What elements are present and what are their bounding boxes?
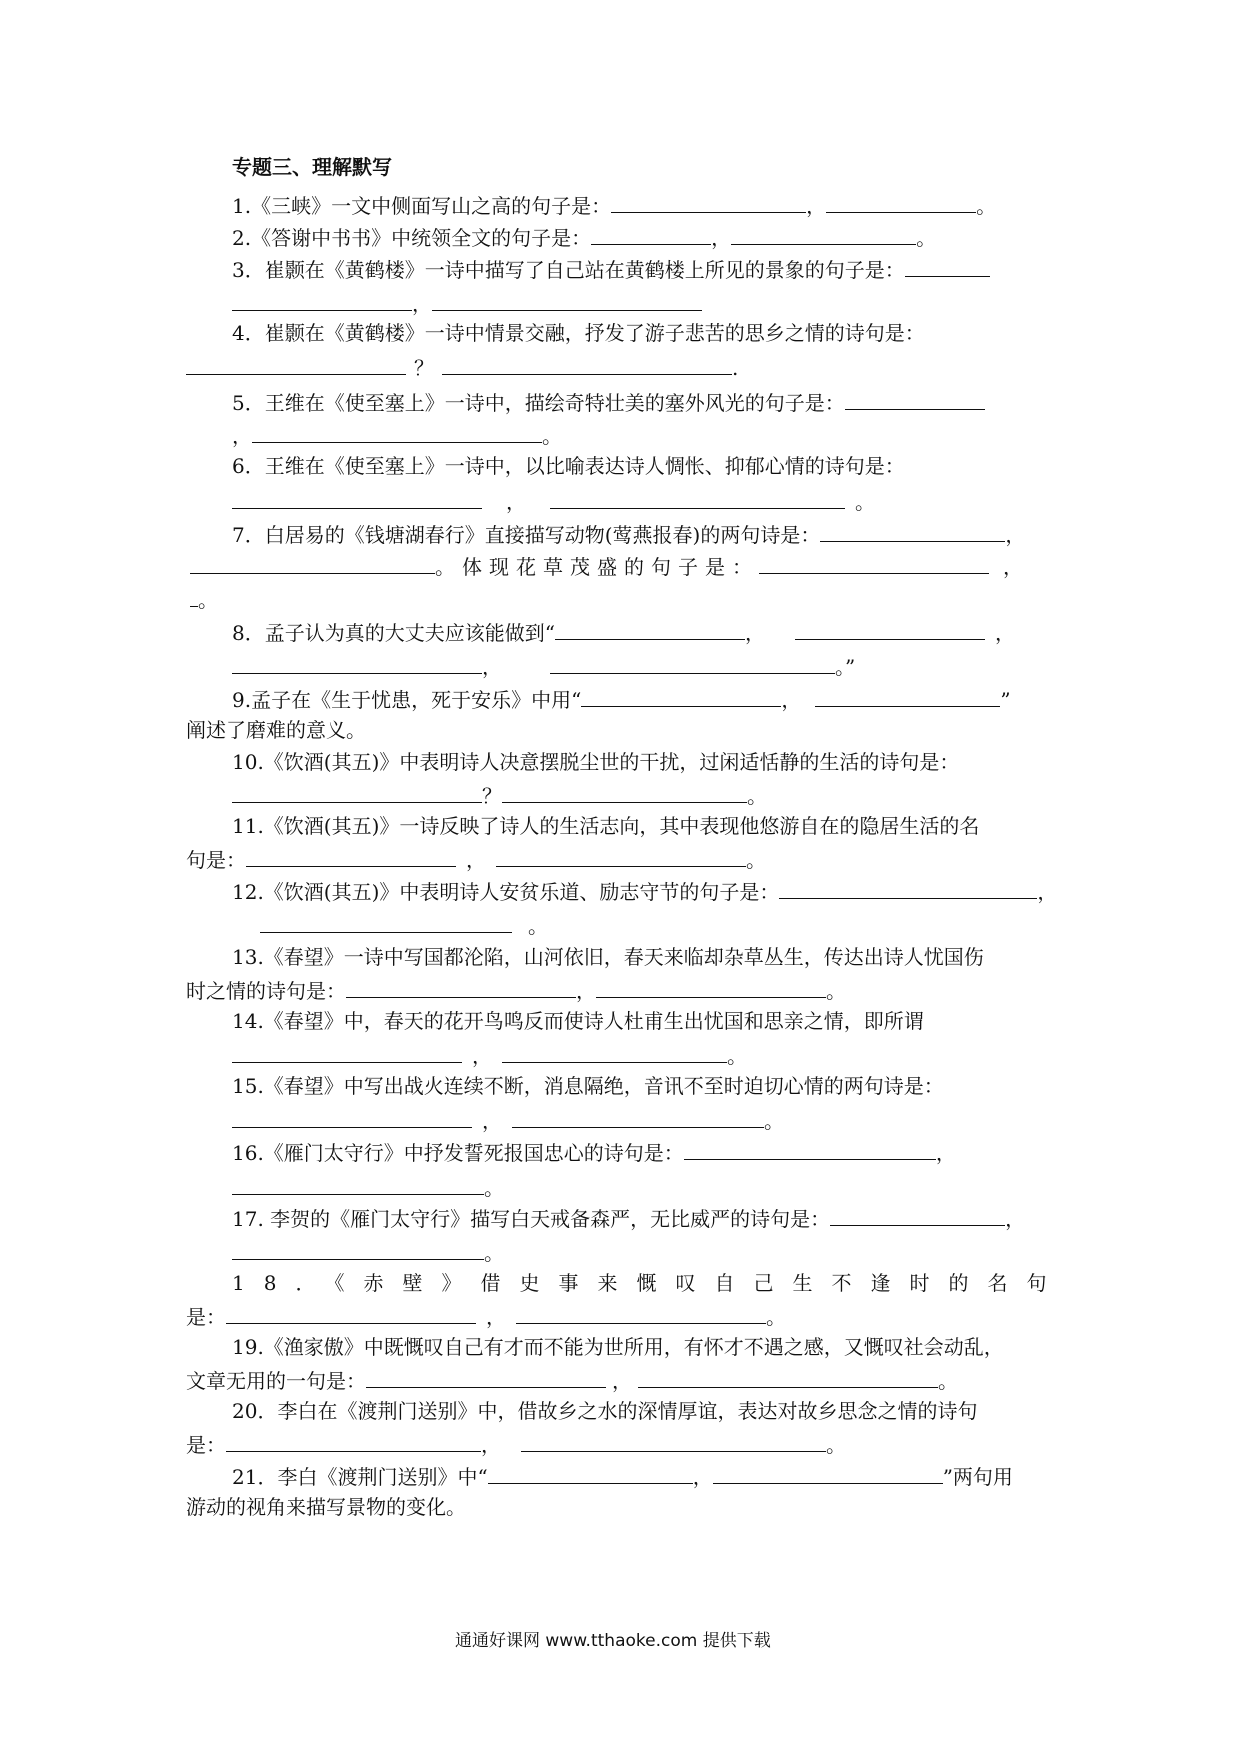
question-14: 14.《春望》中，春天的花开鸟鸣反而使诗人杜甫生出忧国和思亲之情，即所谓 xyxy=(232,1009,924,1033)
answer-blank[interactable] xyxy=(555,617,745,640)
answer-blank[interactable] xyxy=(815,684,1000,707)
question-16-cont: 。 xyxy=(232,1172,504,1200)
answer-blank[interactable] xyxy=(232,1172,484,1195)
question-17-cont: 。 xyxy=(232,1237,504,1265)
footer-credit: 通通好课网 www.tthaoke.com 提供下载 xyxy=(455,1631,771,1651)
question-21: 21．李白《渡荆门送别》中“ ， ”两句用 xyxy=(232,1461,1013,1489)
question-13-cont: 时之情的诗句是： ， 。 xyxy=(186,975,846,1003)
answer-blank[interactable] xyxy=(186,352,406,375)
question-14-cont: ， 。 xyxy=(232,1040,747,1068)
question-4-cont: ？ . xyxy=(186,352,738,380)
question-12: 12.《饮酒(其五)》中表明诗人安贫乐道、励志守节的句子是： ， xyxy=(232,876,1057,904)
answer-blank[interactable] xyxy=(759,551,989,574)
answer-blank[interactable] xyxy=(521,1429,826,1452)
question-5: 5．王维在《使至塞上》一诗中，描绘奇特壮美的塞外风光的句子是： xyxy=(232,387,985,415)
question-10: 10.《饮酒(其五)》中表明诗人决意摆脱尘世的干扰，过闲适恬静的生活的诗句是： xyxy=(232,750,960,774)
question-7: 7．白居易的《钱塘湖春行》直接描写动物(莺燕报春)的两句诗是： ， xyxy=(232,519,1025,547)
answer-blank[interactable] xyxy=(190,584,198,607)
question-17: 17. 李贺的《雁门太守行》描写白天戒备森严，无比威严的诗句是： ， xyxy=(232,1203,1025,1231)
answer-blank[interactable] xyxy=(905,254,990,277)
answer-blank[interactable] xyxy=(496,844,746,867)
answer-blank[interactable] xyxy=(512,1105,764,1128)
question-4: 4．崔颢在《黄鹤楼》一诗中情景交融，抒发了游子悲苦的思乡之情的诗句是： xyxy=(232,321,925,345)
answer-blank[interactable] xyxy=(820,519,1005,542)
question-3-cont: ， xyxy=(232,288,702,316)
question-13: 13.《春望》一诗中写国都沦陷，山河依旧，春天来临却杂草丛生，传达出诗人忧国伤 xyxy=(232,945,984,969)
question-12-cont: 。 xyxy=(260,910,548,938)
question-10-cont: ？ 。 xyxy=(232,780,767,808)
answer-blank[interactable] xyxy=(346,975,576,998)
answer-blank[interactable] xyxy=(731,222,916,245)
answer-blank[interactable] xyxy=(502,780,747,803)
question-15-cont: ， 。 xyxy=(232,1105,784,1133)
question-20-cont: 是： ， 。 xyxy=(186,1429,846,1457)
question-21-cont: 游动的视角来描写景物的变化。 xyxy=(186,1495,466,1519)
question-11: 11.《饮酒(其五)》一诗反映了诗人的生活志向，其中表现他悠游自在的隐居生活的名 xyxy=(232,814,980,838)
answer-blank[interactable] xyxy=(581,684,781,707)
answer-blank[interactable] xyxy=(232,1105,472,1128)
question-8: 8．孟子认为真的大丈夫应该能做到“ ， ， xyxy=(232,617,1015,645)
question-18-cont: 是： ， 。 xyxy=(186,1301,786,1329)
answer-blank[interactable] xyxy=(826,190,976,213)
question-20: 20．李白在《渡荆门送别》中，借故乡之水的深情厚谊，表达对故乡思念之情的诗句 xyxy=(232,1399,978,1423)
question-8-cont: ， 。” xyxy=(232,651,855,679)
question-3: 3．崔颢在《黄鹤楼》一诗中描写了自己站在黄鹤楼上所见的景象的句子是： xyxy=(232,254,990,282)
answer-blank[interactable] xyxy=(226,1429,481,1452)
answer-blank[interactable] xyxy=(190,551,435,574)
question-18: 18．《赤壁》借史事来慨叹自己生不逢时的名句 xyxy=(232,1271,1066,1295)
question-9: 9.孟子在《生于忧患，死于安乐》中用“ ， ” xyxy=(232,684,1011,712)
question-6: 6．王维在《使至塞上》一诗中，以比喻表达诗人惆怅、抑郁心情的诗句是： xyxy=(232,454,905,478)
question-15: 15.《春望》中写出战火连续不断，消息隔绝，音讯不至时迫切心情的两句诗是： xyxy=(232,1074,944,1098)
answer-blank[interactable] xyxy=(596,975,826,998)
answer-blank[interactable] xyxy=(845,387,985,410)
answer-blank[interactable] xyxy=(442,352,732,375)
answer-blank[interactable] xyxy=(232,486,482,509)
question-7-cont: 。体现花草茂盛的句子是： ， xyxy=(190,551,1023,579)
answer-blank[interactable] xyxy=(246,844,456,867)
answer-blank[interactable] xyxy=(638,1365,938,1388)
answer-blank[interactable] xyxy=(232,288,412,311)
answer-blank[interactable] xyxy=(684,1137,936,1160)
answer-blank[interactable] xyxy=(252,420,542,443)
answer-blank[interactable] xyxy=(226,1301,476,1324)
answer-blank[interactable] xyxy=(713,1461,943,1484)
answer-blank[interactable] xyxy=(550,486,845,509)
question-1: 1.《三峡》一文中侧面写山之高的句子是： ， 。 xyxy=(232,190,996,218)
question-6-cont: ， 。 xyxy=(232,486,875,514)
answer-blank[interactable] xyxy=(232,1040,462,1063)
answer-blank[interactable] xyxy=(550,651,835,674)
answer-blank[interactable] xyxy=(779,876,1037,899)
question-7-end: 。 xyxy=(190,584,218,612)
question-11-cont: 句是： ， 。 xyxy=(186,844,766,872)
answer-blank[interactable] xyxy=(611,190,806,213)
answer-blank[interactable] xyxy=(502,1040,727,1063)
question-19: 19.《渔家傲》中既慨叹自己有才而不能为世所用，有怀才不遇之感，又慨叹社会动乱， xyxy=(232,1335,1004,1359)
question-9-cont: 阐述了磨难的意义。 xyxy=(186,718,366,742)
page-title: 专题三、理解默写 xyxy=(232,155,392,179)
question-2: 2.《答谢中书书》中统领全文的句子是： ， 。 xyxy=(232,222,936,250)
answer-blank[interactable] xyxy=(795,617,985,640)
answer-blank[interactable] xyxy=(830,1203,1005,1226)
question-5-cont: ， 。 xyxy=(232,420,562,448)
answer-blank[interactable] xyxy=(260,910,512,933)
answer-blank[interactable] xyxy=(432,288,702,311)
answer-blank[interactable] xyxy=(232,651,482,674)
question-19-cont: 文章无用的一句是： ， 。 xyxy=(186,1365,958,1393)
answer-blank[interactable] xyxy=(591,222,711,245)
answer-blank[interactable] xyxy=(232,1237,484,1260)
answer-blank[interactable] xyxy=(516,1301,766,1324)
question-16: 16.《雁门太守行》中抒发誓死报国忠心的诗句是： ， xyxy=(232,1137,956,1165)
answer-blank[interactable] xyxy=(366,1365,606,1388)
answer-blank[interactable] xyxy=(488,1461,693,1484)
answer-blank[interactable] xyxy=(232,780,482,803)
